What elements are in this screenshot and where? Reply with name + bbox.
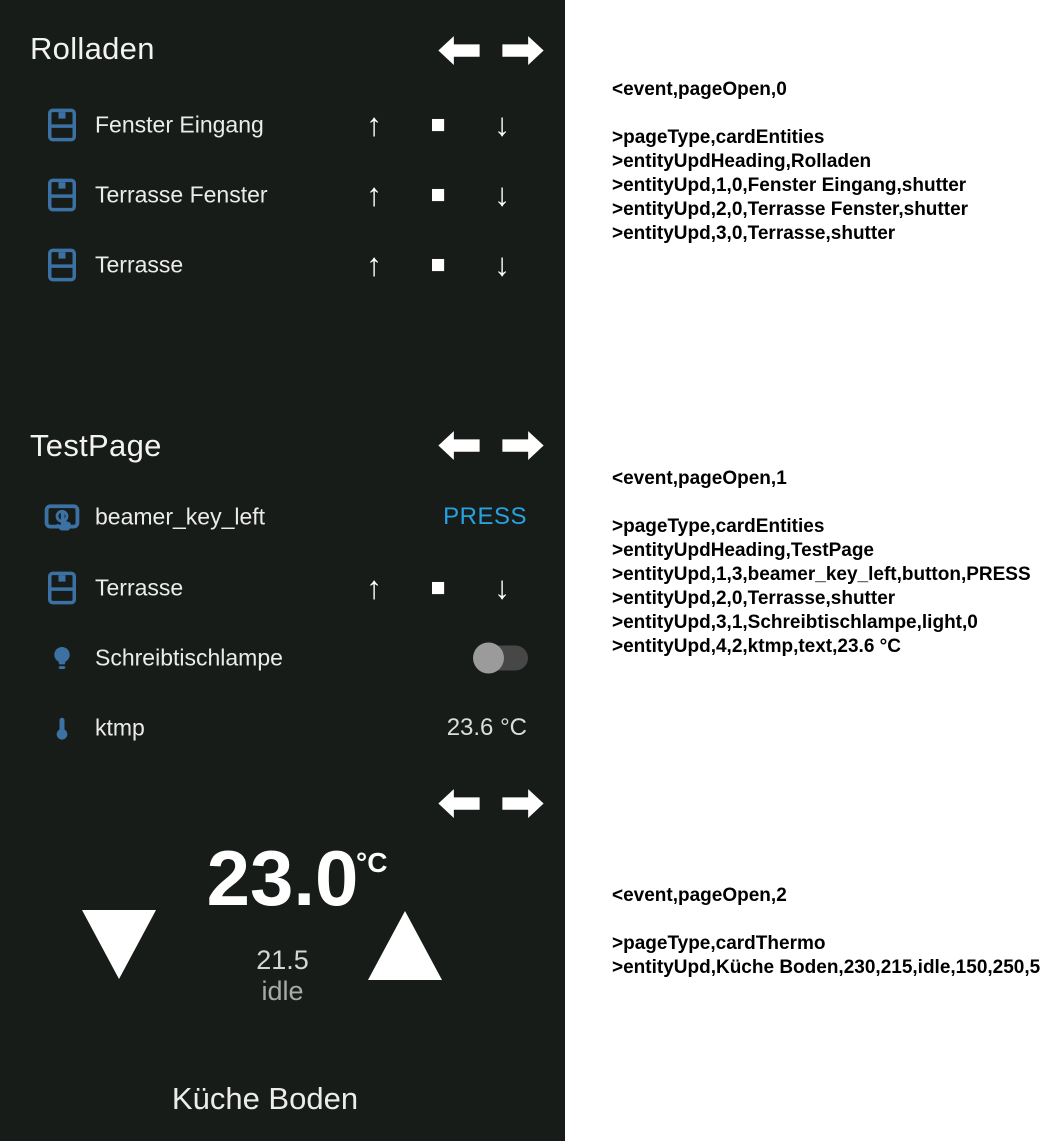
card-thermo bbox=[0, 765, 565, 1141]
lightbulb-icon bbox=[44, 637, 80, 679]
entity-row bbox=[0, 706, 565, 750]
entity-row bbox=[0, 495, 565, 539]
log-line: <event,pageOpen,2 bbox=[612, 885, 787, 906]
log-line: >entityUpd,4,2,ktmp,text,23.6 °C bbox=[612, 636, 901, 657]
log-line: >pageType,cardEntities bbox=[612, 127, 825, 148]
shutter-up-button[interactable]: ↑ bbox=[366, 106, 382, 143]
prev-page-icon[interactable] bbox=[438, 787, 480, 820]
shutter-up-button[interactable]: ↑ bbox=[366, 246, 382, 283]
shutter-up-button[interactable]: ↑ bbox=[366, 569, 382, 606]
log-block-page2 bbox=[612, 884, 1040, 980]
target-temperature: 21.5 bbox=[256, 945, 309, 975]
prev-page-icon[interactable] bbox=[438, 34, 480, 67]
toggle-knob bbox=[473, 643, 504, 674]
log-line: >pageType,cardEntities bbox=[612, 516, 825, 537]
sensor-value: 23.6 °C bbox=[446, 714, 527, 741]
shutter-stop-button[interactable]: ■ bbox=[430, 110, 446, 139]
log-line: >entityUpd,2,0,Terrasse Fenster,shutter bbox=[612, 199, 969, 220]
shutter-down-button[interactable]: ↓ bbox=[494, 569, 510, 606]
next-page-icon[interactable] bbox=[502, 429, 544, 462]
entity-label: Terrasse Fenster bbox=[95, 181, 268, 208]
next-page-icon[interactable] bbox=[502, 787, 544, 820]
window-shutter-icon bbox=[44, 244, 80, 286]
log-block-page1 bbox=[612, 467, 1031, 659]
entity-row bbox=[0, 243, 565, 287]
page-title: TestPage bbox=[30, 428, 162, 463]
shutter-stop-button[interactable]: ■ bbox=[430, 250, 446, 279]
temperature-unit: °C bbox=[356, 847, 388, 878]
window-shutter-icon bbox=[44, 567, 80, 609]
thermostat-name: Küche Boden bbox=[171, 1081, 359, 1116]
entity-label: ktmp bbox=[95, 714, 145, 741]
entity-row bbox=[0, 566, 565, 610]
log-line: <event,pageOpen,0 bbox=[612, 79, 787, 100]
thermometer-icon bbox=[44, 707, 80, 749]
log-line: >entityUpd,1,3,beamer_key_left,button,PRESS bbox=[612, 564, 1031, 585]
window-shutter-icon bbox=[44, 104, 80, 146]
log-line: <event,pageOpen,1 bbox=[612, 468, 787, 489]
entity-label: Terrasse bbox=[95, 251, 184, 278]
shutter-stop-button[interactable]: ■ bbox=[430, 180, 446, 209]
shutter-down-button[interactable]: ↓ bbox=[494, 106, 510, 143]
entity-label: Terrasse bbox=[95, 574, 184, 601]
log-line: >entityUpd,3,0,Terrasse,shutter bbox=[612, 223, 896, 244]
press-button[interactable]: PRESS bbox=[443, 503, 527, 530]
entity-row bbox=[0, 636, 565, 680]
log-line: >entityUpd,Küche Boden,230,215,idle,150,250,5 bbox=[612, 957, 1041, 978]
entity-label: beamer_key_left bbox=[95, 503, 266, 530]
shutter-up-button[interactable]: ↑ bbox=[366, 176, 382, 213]
entity-label: Schreibtischlampe bbox=[95, 644, 283, 671]
prev-page-icon[interactable] bbox=[438, 429, 480, 462]
hvac-state: idle bbox=[261, 976, 304, 1006]
log-line: >entityUpdHeading,TestPage bbox=[612, 540, 875, 561]
window-shutter-icon bbox=[44, 174, 80, 216]
gesture-tap-button-icon bbox=[44, 496, 80, 538]
log-line: >entityUpd,2,0,Terrasse,shutter bbox=[612, 588, 896, 609]
log-line: >pageType,cardThermo bbox=[612, 933, 826, 954]
shutter-stop-button[interactable]: ■ bbox=[430, 573, 446, 602]
entity-row bbox=[0, 173, 565, 217]
entity-label: Fenster Eingang bbox=[95, 111, 264, 138]
shutter-down-button[interactable]: ↓ bbox=[494, 176, 510, 213]
card-rolladen bbox=[0, 0, 565, 400]
current-temperature: 23.0 bbox=[206, 834, 359, 922]
card-testpage bbox=[0, 400, 565, 765]
next-page-icon[interactable] bbox=[502, 34, 544, 67]
shutter-down-button[interactable]: ↓ bbox=[494, 246, 510, 283]
light-toggle[interactable] bbox=[476, 646, 528, 671]
log-block-page0 bbox=[612, 78, 968, 246]
page-title: Rolladen bbox=[30, 31, 155, 66]
entity-row bbox=[0, 103, 565, 147]
log-line: >entityUpd,1,0,Fenster Eingang,shutter bbox=[612, 175, 967, 196]
log-line: >entityUpd,3,1,Schreibtischlampe,light,0 bbox=[612, 612, 978, 633]
log-line: >entityUpdHeading,Rolladen bbox=[612, 151, 872, 172]
